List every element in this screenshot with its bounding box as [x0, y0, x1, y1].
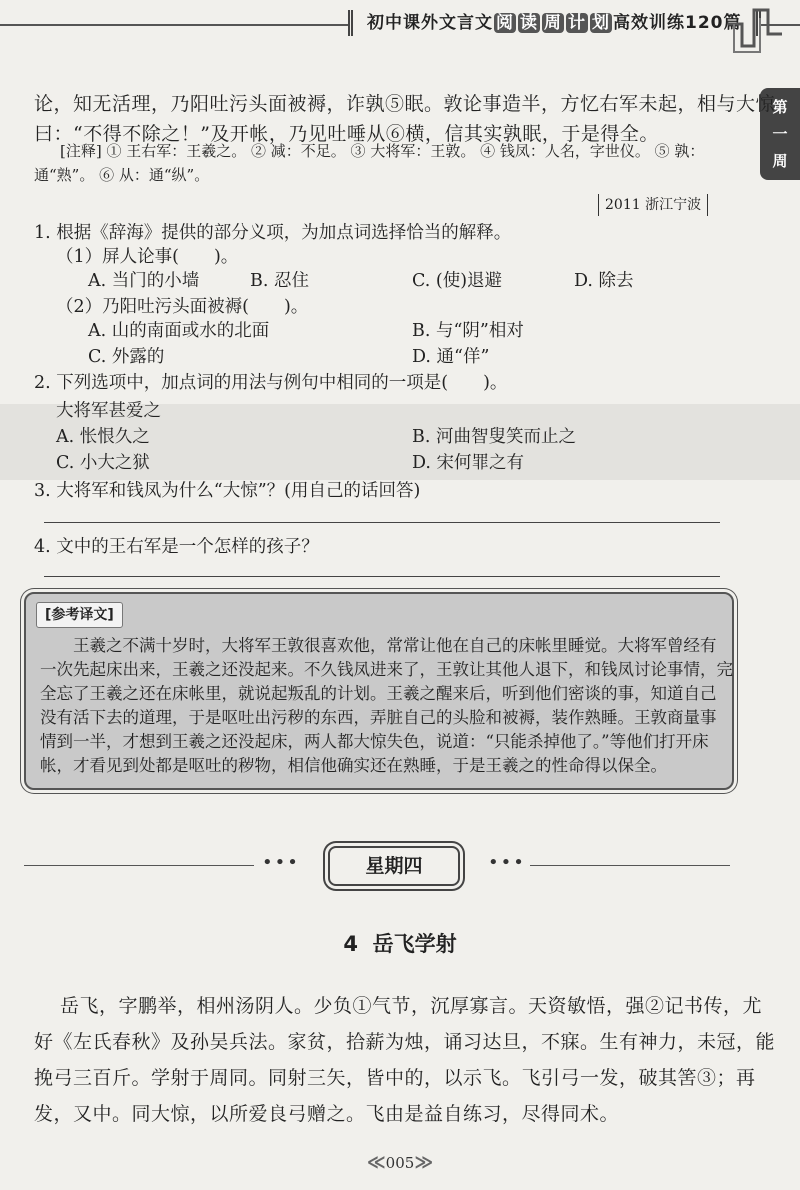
q1-1-option-d: D. 除去: [574, 271, 634, 291]
translation-label: [参考译文]: [36, 602, 123, 628]
question-1-1: （1）屏人论事( )。: [56, 247, 239, 267]
lesson-line-2: 好《左氏春秋》及孙吴兵法。家贫，拾薪为烛，诵习达旦，不寐。生有神力，未冠，能: [34, 1031, 776, 1053]
lesson-title: [0, 928, 800, 958]
q2-option-b: B. 河曲智叟笑而止之: [412, 427, 576, 447]
notes-line-2: 通“熟”。 ⑥ 从：通“纵”。: [34, 166, 210, 184]
header-hl-3: 周: [544, 13, 562, 33]
q1-2-option-d: D. 通“佯”: [412, 347, 490, 367]
passage-line-1: 论，知无活理，乃阳吐污头面被褥，诈孰⑤眠。敦论事造半，方忆右军未起，相与大惊: [34, 93, 776, 115]
chevron-right-icon: ≫: [414, 1152, 434, 1173]
translation-line: 全忘了王羲之还在床帐里，就说起叛乱的计划。王羲之醒来后，听到他们密谈的事，知道自己: [40, 684, 717, 703]
q1-2-option-b: B. 与“阴”相对: [412, 321, 524, 341]
header-hl-4: 计: [568, 13, 586, 33]
day-divider-right: [530, 865, 730, 866]
week-tab-char-2: 一: [772, 125, 788, 143]
q1-1-option-a: A. 当门的小墙: [88, 271, 200, 291]
week-tab-char-1: 第: [772, 98, 788, 116]
running-header: [348, 10, 761, 36]
source-citation: 2011 浙江宁波: [598, 194, 708, 216]
q1-1-option-c: C. (使)退避: [412, 271, 503, 291]
question-4: 4. 文中的王右军是一个怎样的孩子？: [34, 537, 319, 557]
q1-1-option-b: B. 忍住: [250, 271, 309, 291]
chevron-left-icon: ≪: [366, 1152, 386, 1173]
translation-line: 帐，才看见到处都是呕吐的秽物，相信他确实还在熟睡，于是王羲之的性命得以保全。: [40, 756, 667, 775]
translation-line: 情到一半，才想到王羲之还没起床，两人都大惊失色，说道：“只能杀掉他了。”等他们打开床: [40, 732, 709, 751]
day-banner: 星期四: [328, 846, 460, 886]
page-number-value: 005: [385, 1154, 415, 1172]
question-1: 1. 根据《辞海》提供的部分义项，为加点词选择恰当的解释。: [34, 223, 512, 243]
q1-2-option-a: A. 山的南面或水的北面: [88, 321, 270, 341]
header-title-b: 高效训练120篇: [613, 13, 742, 33]
week-tab-char-3: 周: [772, 152, 788, 170]
notes-line-1: [注释] ① 王右军：王羲之。 ② 减：不足。 ③ 大将军：王敦。 ④ 钱凤：人名，字世仪。 ⑤ 孰：: [60, 142, 705, 160]
translation-body: [40, 634, 733, 778]
q2-option-d: D. 宋何罪之有: [412, 453, 525, 473]
header-hl-1: 阅: [496, 13, 514, 33]
header-hl-5: 划: [592, 13, 610, 33]
header-hl-2: 读: [520, 13, 538, 33]
passage-line-2: 曰：“不得不除之！”及开帐，乃见吐唾从⑥横，信其实孰眠，于是得全。: [34, 123, 659, 145]
day-dots-left: •••: [262, 852, 300, 873]
q2-option-c: C. 小大之狱: [56, 453, 150, 473]
day-divider-left: [24, 865, 254, 866]
translation-line: 王羲之不满十岁时，大将军王敦很喜欢他，常常让他在自己的床帐里睡觉。大将军曾经有: [40, 636, 717, 655]
corner-ornament-icon: [720, 0, 790, 60]
reference-translation-box: [24, 592, 734, 790]
q1-2-option-c: C. 外露的: [88, 347, 165, 367]
question-3: 3. 大将军和钱凤为什么“大惊”？(用自己的话回答): [34, 481, 421, 501]
lesson-line-4: 发，又中。同大惊，以所爱良弓赠之。飞由是益自练习，尽得同术。: [34, 1103, 620, 1125]
lesson-line-3: 挽弓三百斤。学射于周同。同射三矢，皆中的，以示飞。飞引弓一发，破其筈③；再: [34, 1067, 756, 1089]
lesson-name: 岳飞学射: [372, 932, 457, 956]
page-number: [336, 1152, 464, 1173]
lesson-line-1: 岳飞，字鹏举，相州汤阴人。少负①气节，沉厚寡言。天资敏悟，强②记书传，尤: [60, 995, 763, 1017]
answer-line-q3[interactable]: [44, 522, 720, 523]
question-1-2: （2）乃阳吐污头面被褥( )。: [56, 297, 309, 317]
q2-option-a: A. 怅恨久之: [56, 427, 150, 447]
lesson-number: 4: [343, 932, 358, 956]
question-2-example: 大将军甚爱之: [56, 401, 161, 421]
header-title-a: 初中课外文言文: [367, 13, 493, 33]
answer-line-q4[interactable]: [44, 576, 720, 577]
translation-line: 一次先起床出来，王羲之还没起来。不久钱凤进来了，王敦让其他人退下，和钱凤讨论事情，完: [40, 660, 733, 679]
translation-line: 没有活下去的道理，于是呕吐出污秽的东西，弄脏自己的头脸和被褥，装作熟睡。王敦商量事: [40, 708, 717, 727]
question-2: 2. 下列选项中，加点词的用法与例句中相同的一项是( )。: [34, 373, 508, 393]
day-dots-right: •••: [488, 852, 526, 873]
